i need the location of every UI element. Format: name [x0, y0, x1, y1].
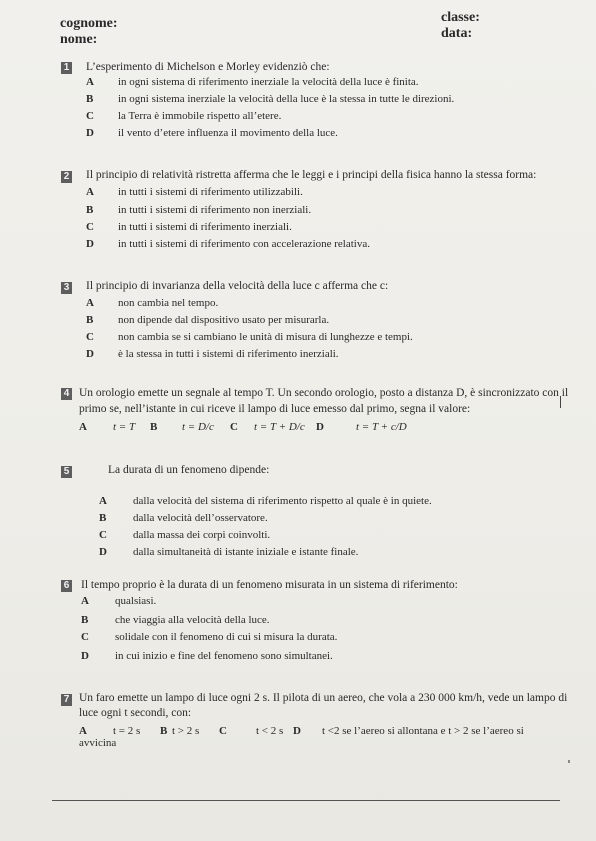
question-text: Il tempo proprio è la durata di un fenomeno misurata in un sistema di riferimento: [81, 579, 458, 591]
option-letter: C [86, 331, 94, 343]
option-text: la Terra è immobile rispetto all’etere. [118, 110, 282, 122]
option-text: t = T + c/D [356, 421, 407, 433]
option-text: in ogni sistema di riferimento inerziale la velocità della luce è finita. [118, 76, 419, 88]
question-number: 2 [61, 171, 72, 183]
option-text: t < 2 s [256, 725, 284, 737]
option-c[interactable] [230, 420, 238, 435]
option-text: t = D/c [182, 421, 214, 433]
paper-speck [568, 760, 570, 763]
option-text: qualsiasi. [115, 595, 157, 607]
option-text: dalla velocità dell’osservatore. [133, 512, 268, 524]
option-text: solidale con il fenomeno di cui si misura la durata. [115, 631, 338, 643]
option-letter: C [86, 110, 94, 122]
option-b[interactable] [150, 420, 157, 435]
option-text: in tutti i sistemi di riferimento inerziali. [118, 221, 292, 233]
question-text-line-1: Un faro emette un lampo di luce ogni 2 s. Il pilota di un aereo, che vola a 230 000 km/h, vede un lampo di [79, 692, 568, 704]
cognome-label: cognome: [60, 16, 118, 31]
divider-line [52, 800, 560, 801]
option-letter: D [86, 127, 94, 139]
option-b[interactable] [160, 724, 167, 739]
option-text: non cambia nel tempo. [118, 297, 219, 309]
option-letter: D [81, 650, 89, 662]
option-letter: A [86, 297, 94, 309]
option-text: t = T [113, 421, 136, 433]
option-text: in tutti i sistemi di riferimento utilizzabili. [118, 186, 303, 198]
option-letter: D [99, 546, 107, 558]
option-letter: C [219, 725, 227, 737]
option-letter: C [230, 421, 238, 433]
option-text: t = T + D/c [254, 421, 305, 433]
question-text: Il principio di invarianza della velocità della luce c afferma che c: [86, 280, 389, 292]
pen-mark [552, 396, 561, 408]
option-letter: D [86, 238, 94, 250]
option-text: che viaggia alla velocità della luce. [115, 614, 270, 626]
option-text: dalla velocità del sistema di riferimento rispetto al quale è in quiete. [133, 495, 432, 507]
option-letter: A [99, 495, 107, 507]
option-text: in ogni sistema inerziale la velocità della luce è la stessa in tutte le direzioni. [118, 93, 455, 105]
option-letter: B [160, 725, 168, 737]
nome-label: nome: [60, 32, 98, 47]
question-text-line-1: Un orologio emette un segnale al tempo T. Un secondo orologio, posto a distanza D, è sincronizzato con il [79, 387, 569, 399]
question-text: La durata di un fenomeno dipende: [108, 464, 270, 476]
option-letter: A [81, 595, 89, 607]
question-number: 7 [61, 694, 72, 706]
option-text: dalla simultaneità di istante iniziale e istante finale. [133, 546, 359, 558]
option-letter: A [86, 186, 94, 198]
option-text: non dipende dal dispositivo usato per misurarla. [118, 314, 330, 326]
option-letter: C [81, 631, 89, 643]
option-letter: B [86, 314, 94, 326]
option-letter: A [86, 76, 94, 88]
option-letter: D [293, 725, 301, 737]
option-letter: C [86, 221, 94, 233]
option-text: t <2 se l’aereo si allontana e t > 2 se l’aereo si [322, 725, 524, 737]
option-letter: D [86, 348, 94, 360]
option-letter: B [99, 512, 107, 524]
option-letter: A [79, 421, 87, 433]
option-letter: A [79, 725, 87, 737]
option-letter: B [150, 421, 158, 433]
option-d[interactable] [293, 724, 301, 739]
option-text: dalla massa dei corpi coinvolti. [133, 529, 271, 541]
question-text-line-2: primo se, nell’istante in cui riceve il lampo di luce emesso dal primo, segna il valore: [79, 403, 471, 415]
option-letter: D [316, 421, 324, 433]
option-text: in tutti i sistemi di riferimento non inerziali. [118, 204, 312, 216]
question-number: 3 [61, 282, 72, 294]
option-d[interactable] [316, 420, 324, 435]
option-text: non cambia se si cambiano le unità di misura di lunghezze e tempi. [118, 331, 413, 343]
option-letter: B [86, 204, 94, 216]
classe-label: classe: [441, 10, 480, 25]
option-c[interactable] [219, 724, 227, 739]
option-letter: C [99, 529, 107, 541]
question-number: 1 [61, 62, 72, 74]
question-text-line-2: luce ogni t secondi, con: [79, 707, 192, 719]
question-text: Il principio di relatività ristretta afferma che le leggi e i principi della fisica hanno la stessa forma: [86, 169, 537, 181]
question-text: L’esperimento di Michelson e Morley evidenziò che: [86, 61, 330, 73]
data-label: data: [441, 26, 473, 41]
option-text: t = 2 s [113, 725, 141, 737]
option-letter: B [86, 93, 94, 105]
option-letter: B [81, 614, 89, 626]
question-number: 4 [61, 388, 72, 400]
option-text: in tutti i sistemi di riferimento con accelerazione relativa. [118, 238, 370, 250]
question-number: 5 [61, 466, 72, 478]
question-number: 6 [61, 580, 72, 592]
option-text: è la stessa in tutti i sistemi di riferimento inerziali. [118, 348, 339, 360]
option-a[interactable] [79, 420, 87, 435]
option-text: il vento d’etere influenza il movimento della luce. [118, 127, 338, 139]
option-text: in cui inizio e fine del fenomeno sono simultanei. [115, 650, 333, 662]
option-text: t > 2 s [172, 725, 200, 737]
option-d-continuation: avvicina [79, 737, 117, 749]
